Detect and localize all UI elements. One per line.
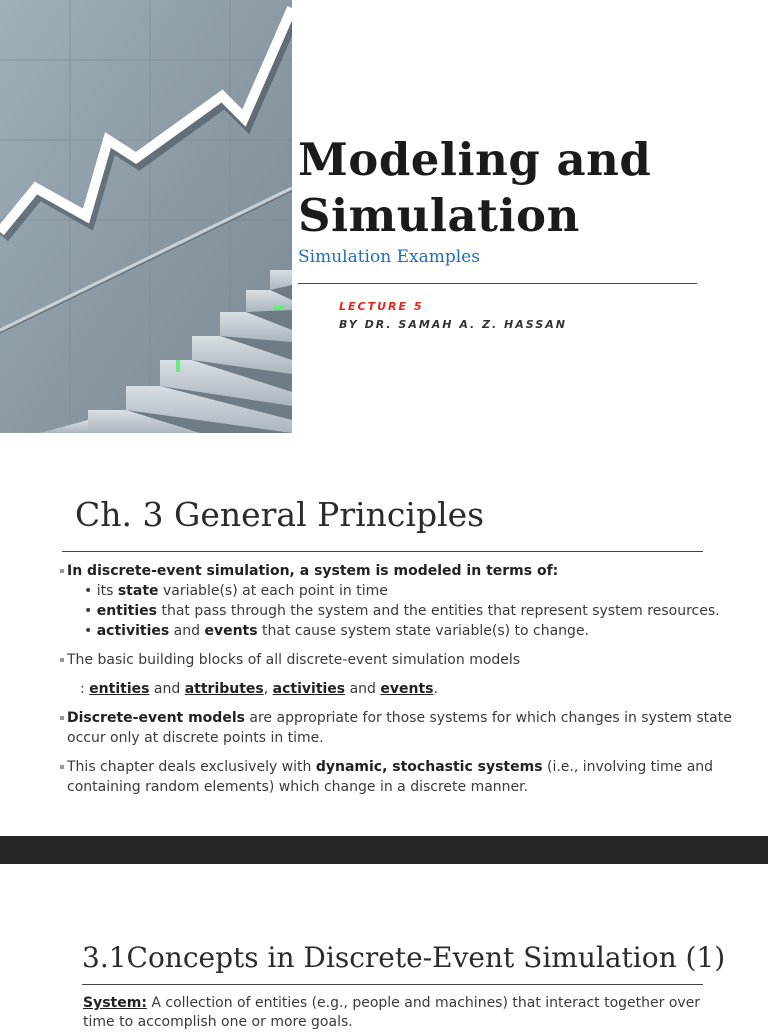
text: its [96, 583, 118, 599]
text: that pass through the system and the entities that represent system resources. [157, 603, 720, 619]
term-entities: entities [89, 681, 150, 697]
slide-heading: 3.1Concepts in Discrete-Event Simulation (1) [82, 941, 726, 974]
bullet-text: are appropriate for those systems for which changes in system state occur only at discrete points in time. [67, 710, 732, 746]
bullet-item [60, 650, 740, 670]
text: and [149, 681, 185, 697]
title-line-1: Modeling and [298, 133, 652, 186]
term-activities: activities [272, 681, 346, 697]
text: variable(s) at each point in time [158, 583, 388, 599]
term-events: events [380, 681, 434, 697]
slide-heading: Ch. 3 General Principles [75, 495, 485, 534]
text: : [80, 681, 90, 697]
bullet-item [60, 757, 740, 797]
sub-bullet-item [60, 601, 740, 621]
divider [82, 984, 703, 985]
sub-bullet-item [60, 621, 740, 641]
slide-title [298, 132, 651, 244]
term-state: state [117, 583, 159, 599]
term-attributes: attributes [184, 681, 264, 697]
slide-separator-band [0, 836, 768, 864]
definition-text: A collection of entities (e.g., people and machines) that interact together over time to accomplish one or more goals. [83, 995, 701, 1030]
divider [62, 551, 703, 552]
bullet-text: The basic building blocks of all discrete-event simulation models [67, 652, 521, 668]
lecture-number: LECTURE 5 [339, 300, 424, 313]
text: and [169, 623, 205, 639]
term-system: System: [83, 995, 147, 1011]
stairs-chart-image [0, 0, 292, 433]
title-slide [0, 0, 768, 440]
building-blocks-line [60, 679, 740, 699]
divider [298, 283, 697, 284]
bullet-item [60, 561, 740, 581]
title-line-2: Simulation [298, 189, 580, 242]
text: . [433, 681, 438, 697]
bullet-item [60, 708, 740, 748]
term-entities: entities [96, 603, 157, 619]
bullet-text: This chapter deals exclusively with [67, 759, 316, 775]
text: that cause system state variable(s) to change. [257, 623, 590, 639]
term-events: events [204, 623, 258, 639]
bullet-text: (i.e., involving time and containing random elements) which change in a discrete manner. [67, 759, 714, 795]
term-dynamic-stochastic: dynamic, stochastic systems [315, 759, 543, 775]
text: and [345, 681, 381, 697]
slide-subtitle: Simulation Examples [298, 247, 480, 267]
slide-body [60, 561, 740, 797]
slide-body [83, 994, 723, 1032]
sub-bullet-item [60, 581, 740, 601]
principles-slide [0, 440, 768, 836]
concepts-slide [0, 864, 768, 1030]
term-discrete-event-models: Discrete-event models [67, 710, 245, 726]
author-line: BY DR. SAMAH A. Z. HASSAN [339, 318, 567, 331]
bullet-text: In discrete-event simulation, a system is modeled in terms of: [67, 563, 559, 579]
term-activities: activities [96, 623, 170, 639]
text: , [263, 681, 273, 697]
